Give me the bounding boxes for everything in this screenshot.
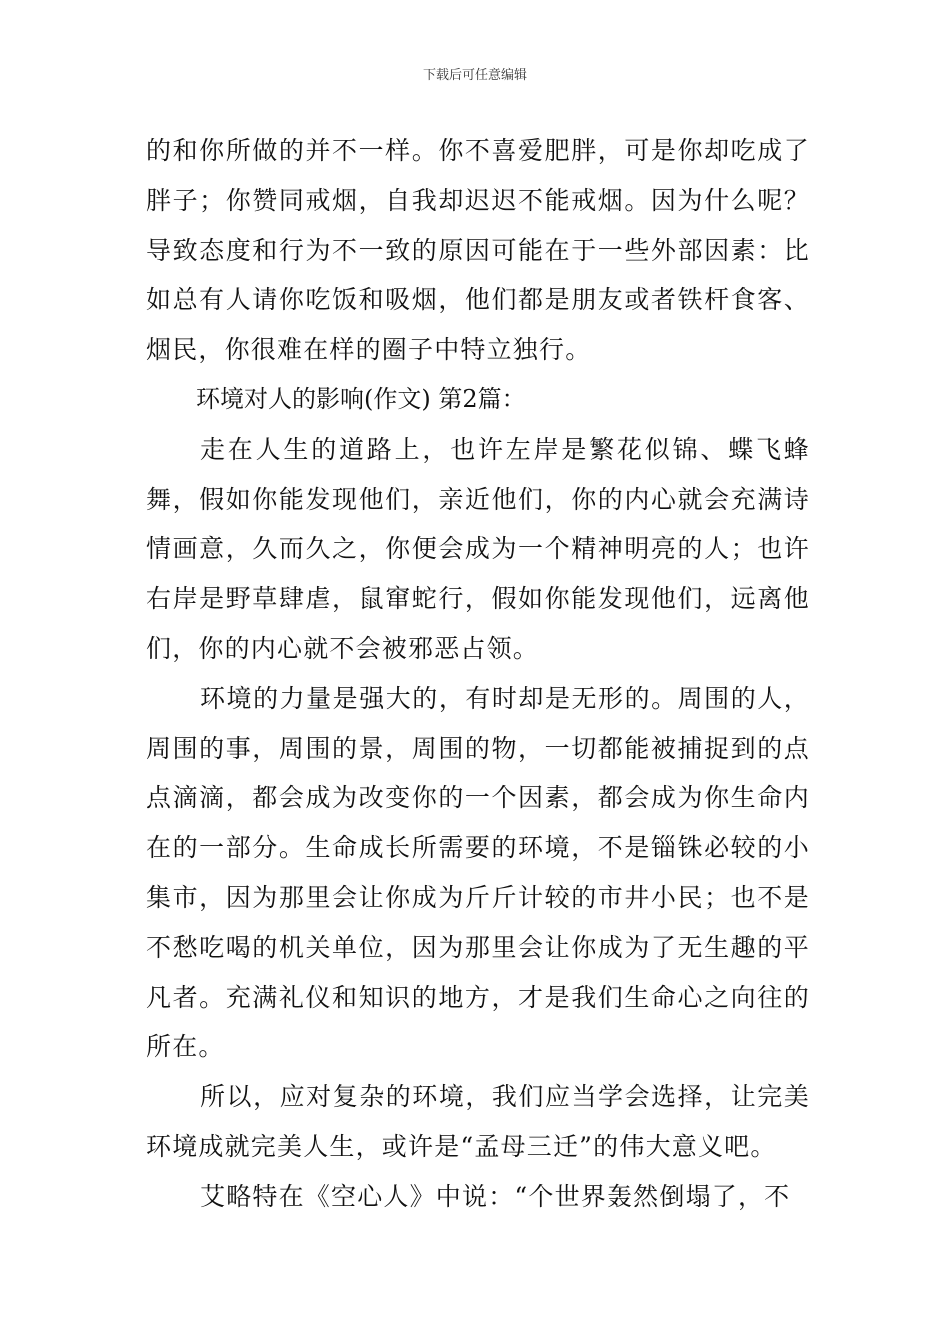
paragraph: 环境的力量是强大的，有时却是无形的。周围的人，周围的事，周围的景，周围的物，一切都能被捕捉到的点点滴滴，都会成为改变你的一个因素，都会成为你生命内在的一部分。生命成长所需要的环境，不是锱铢必较的小集市，因为那里会让你成为斤斤计较的市井小民；也不是不愁吃喝的机关单位，因为那里会让你成为了无生趣的平凡者。充满礼仪和知识的地方，才是我们生命心之向往的所在。 bbox=[146, 683, 810, 1062]
paragraph: 所以，应对复杂的环境，我们应当学会选择，让完美环境成就完美人生，或许是“孟母三迁”的伟大意义吧。 bbox=[146, 1082, 810, 1161]
paragraph: 艾略特在《空心人》中说：“个世界轰然倒塌了，不 bbox=[200, 1181, 791, 1211]
page-header: 下载后可任意编辑 bbox=[422, 68, 527, 83]
section-heading: 环境对人的影响(作文) 第2篇： bbox=[196, 384, 526, 413]
paragraph-continuation: 的和你所做的并不一样。你不喜爱肥胖，可是你却吃成了胖子；你赞同戒烟，自我却迟迟不能戒烟。因为什么呢？导致态度和行为不一致的原因可能在于一些外部因素：比如总有人请你吃饭和吸烟，他们都是朋友或者铁杆食客、烟民，你很难在样的圈子中特立独行。 bbox=[146, 136, 810, 365]
document-body bbox=[146, 126, 810, 1222]
paragraph: 走在人生的道路上，也许左岸是繁花似锦、蝶飞蜂舞，假如你能发现他们，亲近他们，你的内心就会充满诗情画意，久而久之，你便会成为一个精神明亮的人；也许右岸是野草肆虐，鼠窜蛇行，假如你能发现他们，远离他们，你的内心就不会被邪恶占领。 bbox=[146, 434, 810, 663]
